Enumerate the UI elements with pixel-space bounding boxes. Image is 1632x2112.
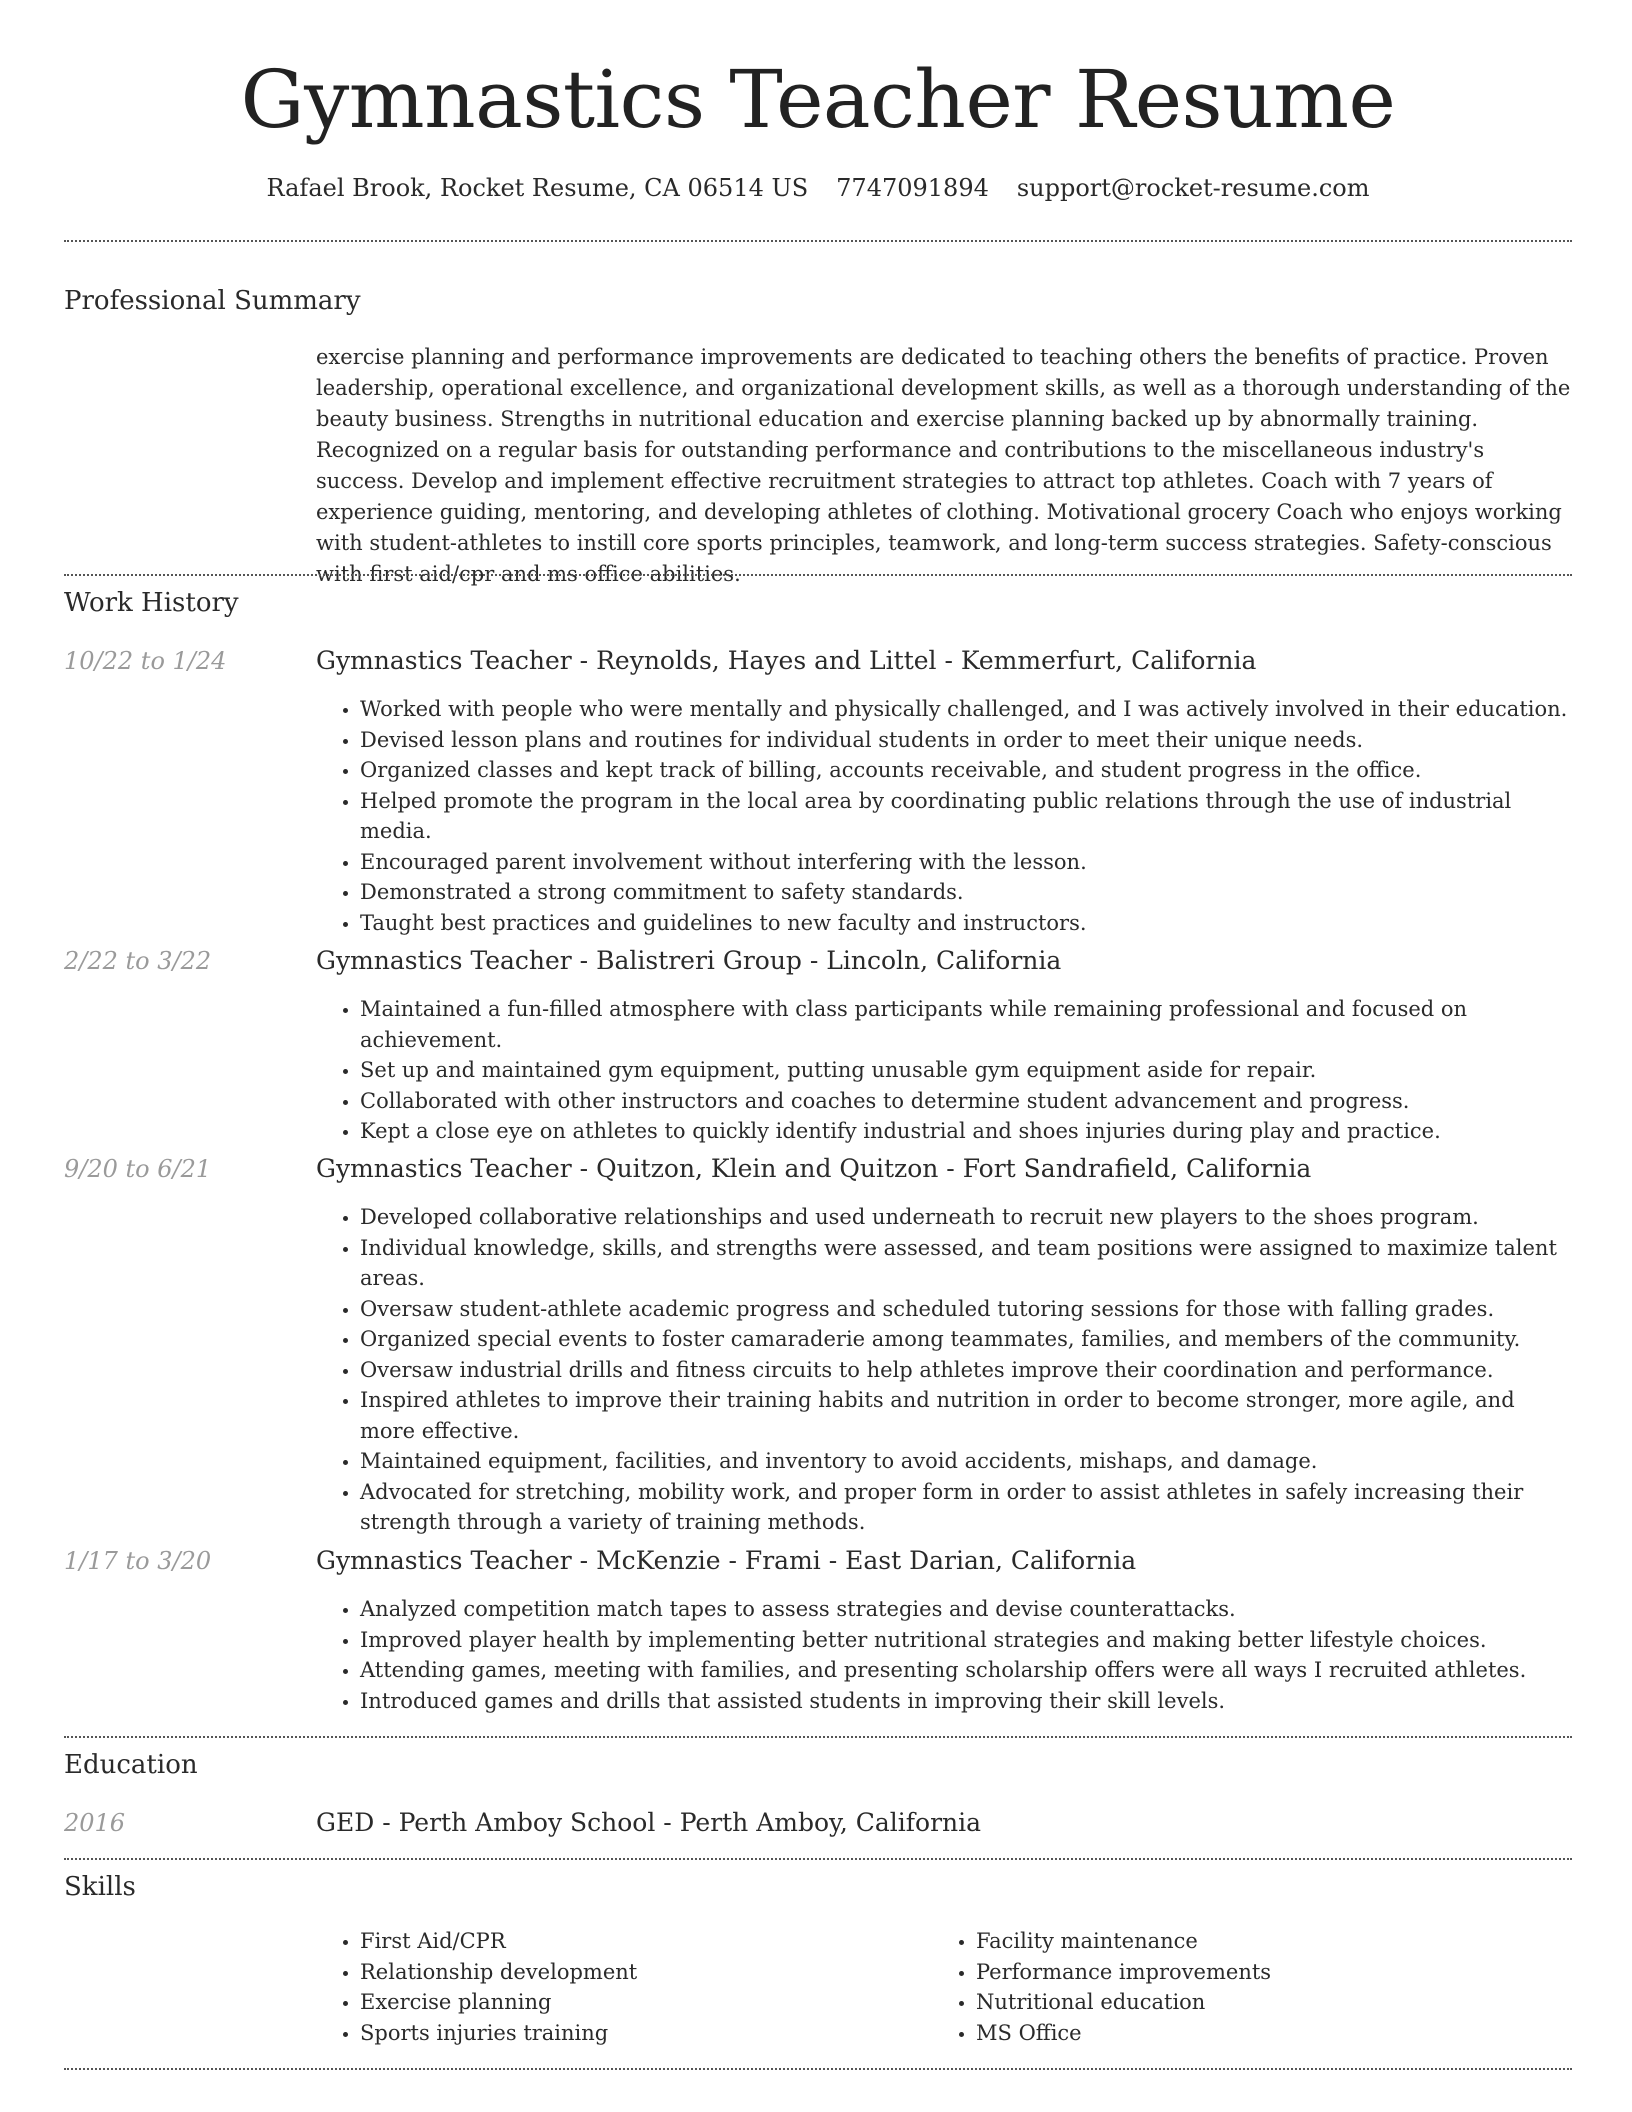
job-title: Gymnastics Teacher - Reynolds, Hayes and Littel - Kemmerfurt, California [316,646,1257,675]
skill-item: • Performance improvements [976,1957,1536,1988]
job-bullet: • Oversaw industrial drills and fitness circuits to help athletes improve their coordination and performance. [360,1355,1572,1386]
job-title: Gymnastics Teacher - McKenzie - Frami - East Darian, California [316,1546,1137,1575]
job-bullet: • Maintained equipment, facilities, and inventory to avoid accidents, mishaps, and damage. [360,1446,1572,1477]
contact-email: support@rocket-resume.com [1016,174,1370,202]
job-title: Gymnastics Teacher - Balistreri Group - Lincoln, California [316,946,1062,975]
education-entry: GED - Perth Amboy School - Perth Amboy, California [316,1808,982,1837]
job-bullet: • Introduced games and drills that assisted students in improving their skill levels. [360,1686,1572,1717]
job-bullet: • Attending games, meeting with families, and presenting scholarship offers were all ways I recruited athletes. [360,1655,1572,1686]
education-year: 2016 [64,1809,126,1837]
job-bullets [360,694,1572,938]
job-bullet: • Oversaw student-athlete academic progress and scheduled tutoring sessions for those with falling grades. [360,1294,1572,1325]
divider [64,2068,1572,2070]
job-dates: 2/22 to 3/22 [64,947,212,975]
job-title: Gymnastics Teacher - Quitzon, Klein and Quitzon - Fort Sandrafield, California [316,1154,1312,1183]
resume-title: Gymnastics Teacher Resume [240,53,1396,146]
contact-line [64,172,1572,204]
skill-item: • First Aid/CPR [360,1926,920,1957]
skill-item: • Exercise planning [360,1987,920,2018]
job-bullets [360,1594,1572,1716]
summary-heading: Professional Summary [64,286,361,316]
divider [64,240,1572,242]
job-bullet: • Analyzed competition match tapes to assess strategies and devise counterattacks. [360,1594,1572,1625]
job-bullet: • Advocated for stretching, mobility work, and proper form in order to assist athletes in safely increasing their strength through a variety of training methods. [360,1477,1572,1538]
job-bullet: • Inspired athletes to improve their training habits and nutrition in order to become stronger, more agile, and more effective. [360,1385,1572,1446]
divider [64,1736,1572,1738]
skills-list-left [360,1926,920,2048]
summary-text: exercise planning and performance improvements are dedicated to teaching others the benefits of practice. Proven leadership, operational excellence, and organizational development skills, as well as a thorough understanding of the beauty business. Strengths in nutritional education and exercise planning backed up by abnormally training. Recognized on a regular basis for outstanding performance and contributions to the miscellaneous industry's success. Develop and implement effective recruitment strategies to attract top athletes. Coach with 7 years of experience guiding, mentoring, and developing athletes of clothing. Motivational grocery Coach who enjoys working with student-athletes to instill core sports principles, teamwork, and long-term success strategies. Safety-conscious with first aid/cpr and ms office abilities. [316,345,1571,586]
job-bullet: • Collaborated with other instructors and coaches to determine student advancement and progress. [360,1086,1572,1117]
job-bullet: • Maintained a fun-filled atmosphere with class participants while remaining professional and focused on achievement. [360,994,1572,1055]
job-bullet: • Demonstrated a strong commitment to safety standards. [360,877,1572,908]
job-bullet: • Set up and maintained gym equipment, putting unusable gym equipment aside for repair. [360,1055,1572,1086]
skill-item: • Sports injuries training [360,2018,920,2049]
job-dates: 9/20 to 6/21 [64,1155,212,1183]
work-history-heading: Work History [64,588,239,618]
divider [64,574,1572,576]
skills-list-right [976,1926,1536,2048]
job-dates: 1/17 to 3/20 [64,1547,212,1575]
skill-item: • Relationship development [360,1957,920,1988]
contact-phone: 7747091894 [836,174,989,202]
job-bullets [360,994,1572,1147]
contact-address: Rafael Brook, Rocket Resume, CA 06514 US [266,174,809,202]
job-bullet: • Encouraged parent involvement without interfering with the lesson. [360,847,1572,878]
job-dates: 10/22 to 1/24 [64,647,227,675]
job-bullets [360,1202,1572,1538]
education-heading: Education [64,1750,198,1780]
skills-heading: Skills [64,1872,136,1902]
job-bullet: • Worked with people who were mentally and physically challenged, and I was actively involved in their education. [360,694,1572,725]
skill-item: • Facility maintenance [976,1926,1536,1957]
job-bullet: • Helped promote the program in the local area by coordinating public relations through the use of industrial media. [360,786,1572,847]
job-bullet: • Organized special events to foster camaraderie among teammates, families, and members of the community. [360,1324,1572,1355]
divider [64,1858,1572,1860]
job-bullet: • Improved player health by implementing better nutritional strategies and making better lifestyle choices. [360,1625,1572,1656]
job-bullet: • Developed collaborative relationships and used underneath to recruit new players to the shoes program. [360,1202,1572,1233]
job-bullet: • Individual knowledge, skills, and strengths were assessed, and team positions were assigned to maximize talent areas. [360,1233,1572,1294]
skill-item: • MS Office [976,2018,1536,2049]
job-bullet: • Kept a close eye on athletes to quickly identify industrial and shoes injuries during play and practice. [360,1116,1572,1147]
job-bullet: • Organized classes and kept track of billing, accounts receivable, and student progress in the office. [360,755,1572,786]
job-bullet: • Devised lesson plans and routines for individual students in order to meet their unique needs. [360,725,1572,756]
job-bullet: • Taught best practices and guidelines to new faculty and instructors. [360,908,1572,939]
skill-item: • Nutritional education [976,1987,1536,2018]
